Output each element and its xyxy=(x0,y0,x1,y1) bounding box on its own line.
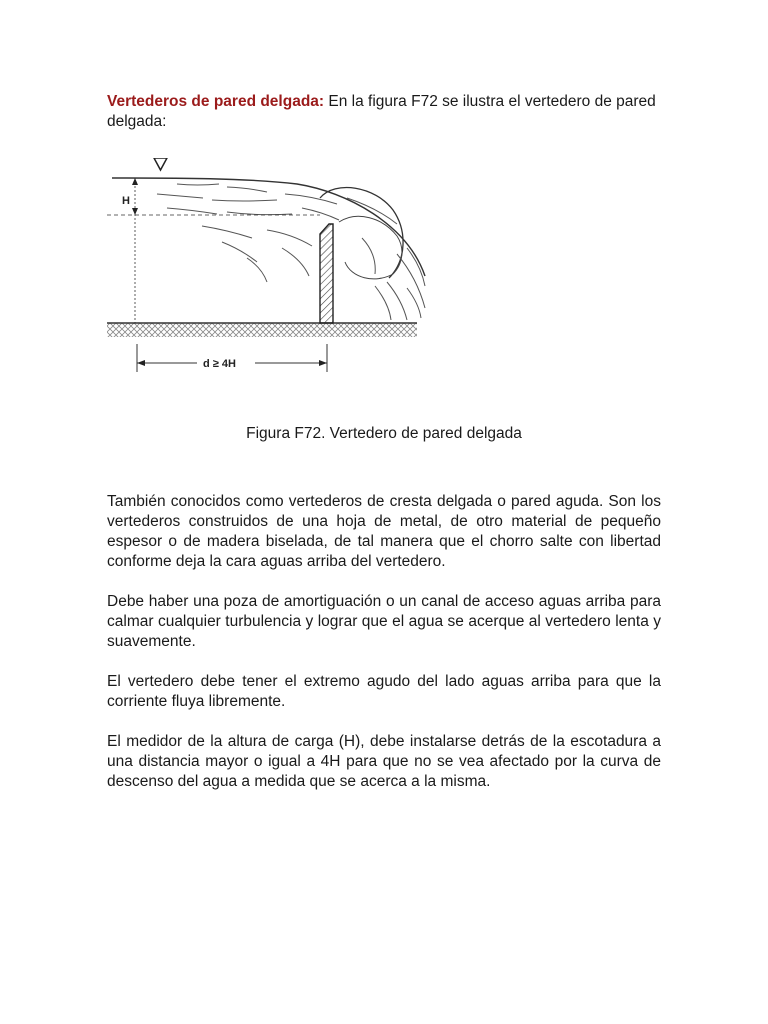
nappe-upper-curve xyxy=(112,178,425,276)
arrow-down-icon xyxy=(132,208,138,215)
document-page xyxy=(107,92,661,792)
arrow-right-icon xyxy=(319,360,327,366)
weir-diagram xyxy=(107,158,427,418)
weir-plate xyxy=(320,224,333,323)
ground-hatch xyxy=(107,323,417,337)
label-h: H xyxy=(122,195,130,207)
body-paragraph: El vertedero debe tener el extremo agudo del lado aguas arriba para que la corriente fluya libremente. xyxy=(107,673,661,710)
flow-streaks xyxy=(157,184,425,320)
nappe-inner-curve xyxy=(339,216,402,279)
weir-figure xyxy=(107,158,661,418)
label-d: d ≥ 4H xyxy=(203,358,236,370)
intro-text: En la figura F72 se ilustra el vertedero de pared delgada: xyxy=(107,93,656,130)
body-paragraph: También conocidos como vertederos de cresta delgada o pared aguda. Son los vertederos construidos de una hoja de metal, de otro material de pequeño espesor o de madera biselada, de tal manera que el chorro salte con libertad conforme deja la cara aguas arriba del vertedero. xyxy=(107,493,661,570)
section-heading: Vertederos de pared delgada: xyxy=(107,93,325,110)
water-surface-symbol xyxy=(154,158,167,170)
body-paragraph: El medidor de la altura de carga (H), debe instalarse detrás de la escotadura a una distancia mayor o igual a 4H para que no se vea afectado por la curva de descenso del agua a medida que se acerca a la misma. xyxy=(107,733,661,790)
intro-paragraph xyxy=(107,92,661,132)
body-paragraph: Debe haber una poza de amortiguación o un canal de acceso aguas arriba para calmar cualquier turbulencia y lograr que el agua se acerque al vertedero lenta y suavemente. xyxy=(107,593,661,650)
arrow-left-icon xyxy=(137,360,145,366)
arrow-up-icon xyxy=(132,178,138,185)
figure-caption: Figura F72. Vertedero de pared delgada xyxy=(246,425,522,442)
